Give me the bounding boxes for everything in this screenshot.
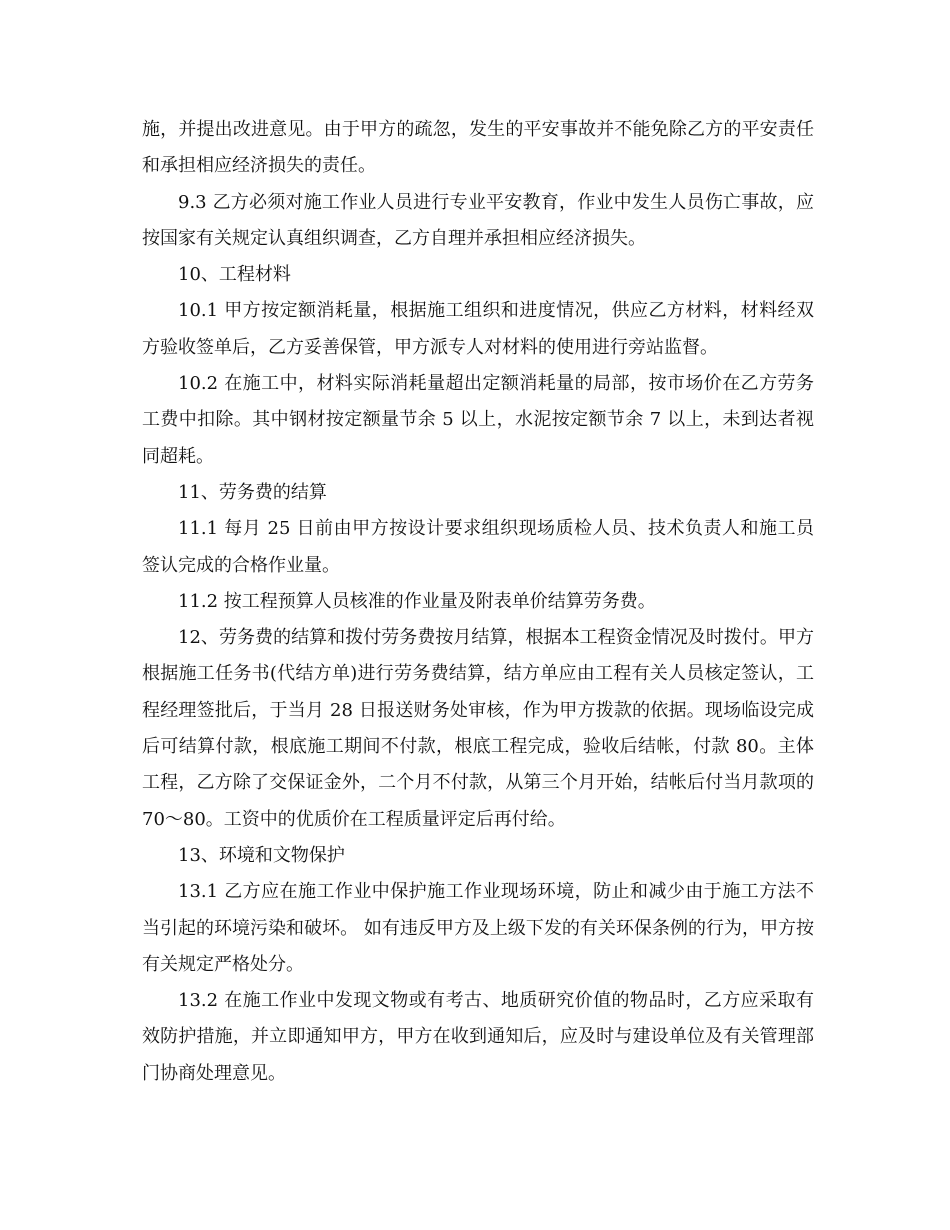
section-12-paragraph: 12、劳务费的结算和拨付劳务费按月结算，根据本工程资金情况及时拨付。甲方根据施工任务书(代结方单)进行劳务费结算，结方单应由工程有关人员核定签认，工程经理签批后，于当月 28 日报送财务处审核，作为甲方拨款的依据。现场临设完成后可结算付款，根底施工期间不付款，根底工程完成，验收后结帐，付款 80。主体工程，乙方除了交保证金外，二个月不付款，从第三个月开始，结帐后付当月款项的 70～80。工资中的优质价在工程质量评定后再付给。 [142,627,814,830]
clause-10-1: 10.1 甲方按定额消耗量，根据施工组织和进度情况，供应乙方材料，材料经双方验收签单后，乙方妥善保管，甲方派专人对材料的使用进行旁站监督。 [142,300,814,358]
section-heading-11: 11、劳务费的结算 [178,481,327,503]
clause-11-1: 11.1 每月 25 日前由甲方按设计要求组织现场质检人员、技术负责人和施工员签认完成的合格作业量。 [142,518,814,576]
section-heading-10: 10、工程材料 [178,264,291,286]
clause-9-3: 9.3 乙方必须对施工作业人员进行专业平安教育，作业中发生人员伤亡事故，应按国家有关规定认真组织调查，乙方自理并承担相应经济损失。 [142,191,814,249]
clause-11-2: 11.2 按工程预算人员核准的作业量及附表单价结算劳务费。 [178,590,656,612]
clause-10-2: 10.2 在施工中，材料实际消耗量超出定额消耗量的局部，按市场价在乙方劳务工费中扣除。其中钢材按定额量节余 5 以上，水泥按定额节余 7 以上，未到达者视同超耗。 [142,373,814,467]
document-body [142,112,814,1092]
paragraph-continuation: 施，并提出改进意见。由于甲方的疏忽，发生的平安事故并不能免除乙方的平安责任和承担相应经济损失的责任。 [142,119,814,177]
clause-13-1: 13.1 乙方应在施工作业中保护施工作业现场环境，防止和减少由于施工方法不当引起的环境污染和破坏。 如有违反甲方及上级下发的有关环保条例的行为，甲方按有关规定严格处分。 [142,881,814,975]
section-heading-13: 13、环境和文物保护 [178,844,345,866]
clause-13-2: 13.2 在施工作业中发现文物或有考古、地质研究价值的物品时，乙方应采取有效防护措施，并立即通知甲方，甲方在收到通知后，应及时与建设单位及有关管理部门协商处理意见。 [142,990,814,1084]
